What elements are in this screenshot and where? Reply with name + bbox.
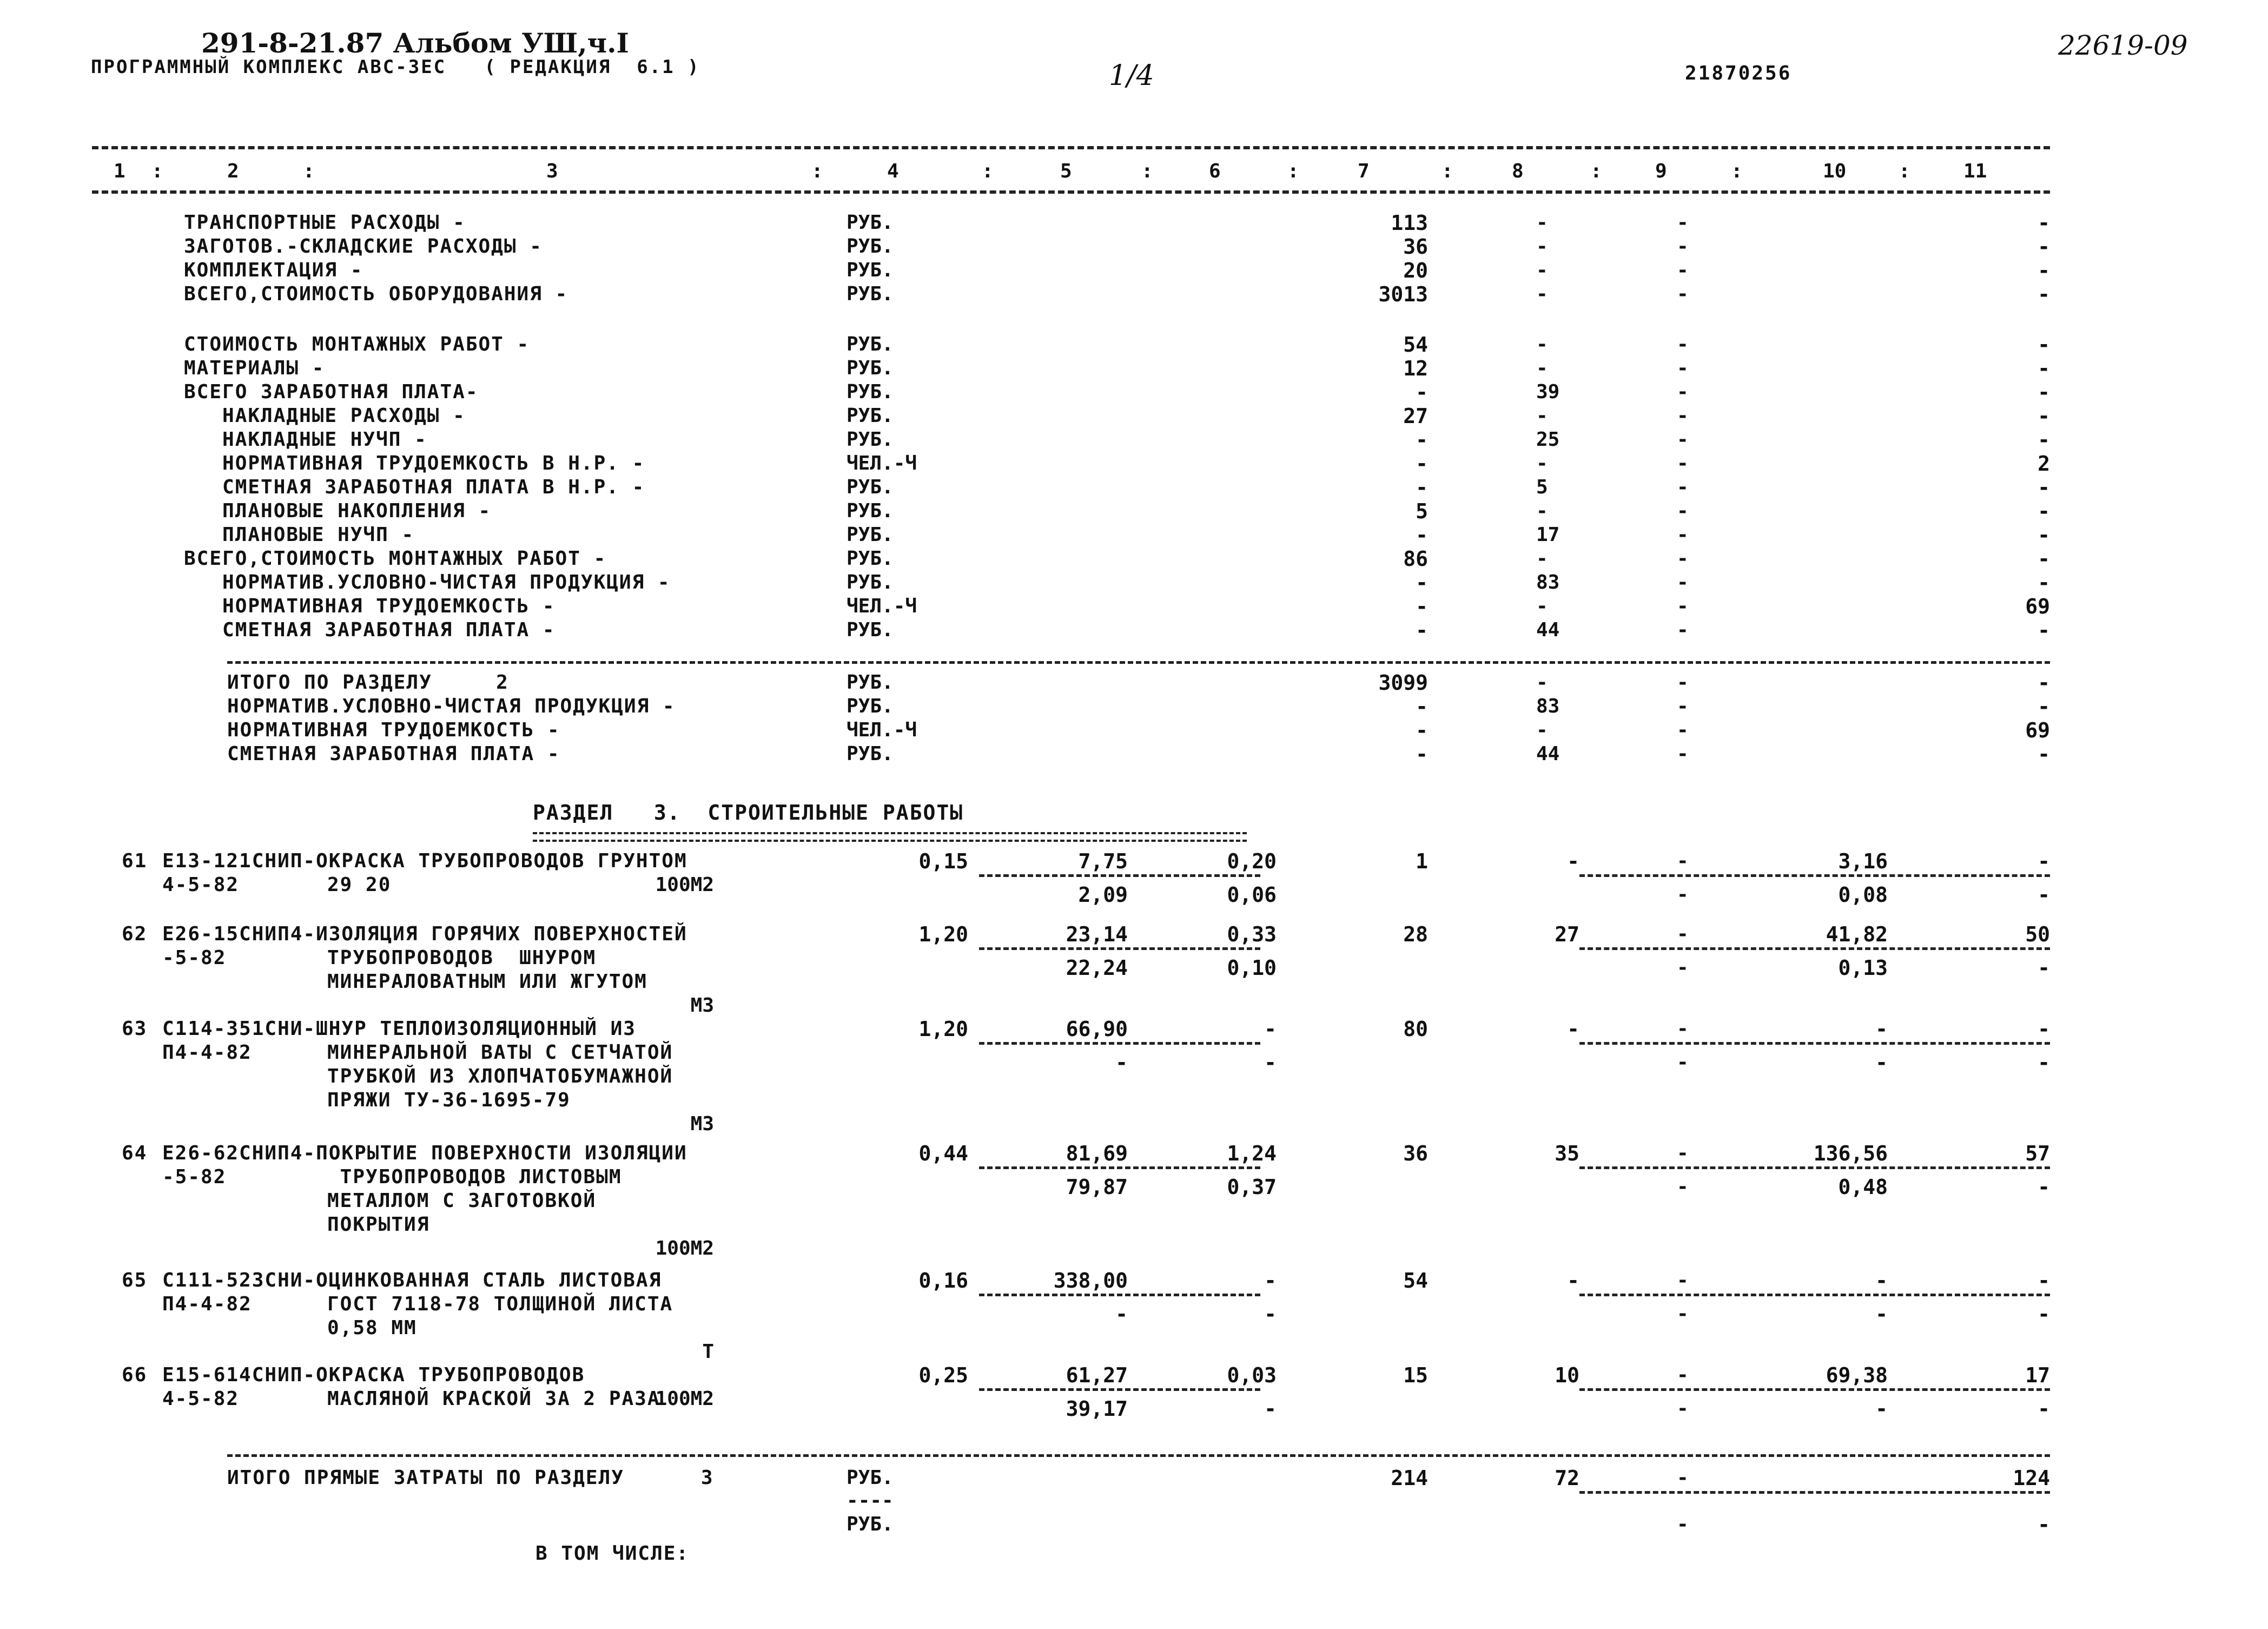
item-col9-second: - xyxy=(1677,1051,1689,1073)
summary-col11: - xyxy=(2038,523,2050,547)
summary-col7: - xyxy=(1416,718,1428,742)
summary-col8: - xyxy=(1536,333,1548,355)
item-col8: - xyxy=(1567,1269,1579,1292)
section3-total-col8: 72 xyxy=(1555,1466,1579,1490)
summary-label: НАКЛАДНЫЕ РАСХОДЫ - xyxy=(184,405,466,427)
item-unit: Т xyxy=(702,1341,714,1363)
summary-label: ПЛАНОВЫЕ НАКОПЛЕНИЯ - xyxy=(184,500,492,522)
item-col7: 54 xyxy=(1403,1269,1428,1292)
item-col6: 0,03 xyxy=(1227,1363,1277,1387)
summary-col11: - xyxy=(2038,695,2050,718)
summary-col8: - xyxy=(1536,283,1548,305)
section3-total-col9-second: - xyxy=(1677,1513,1689,1535)
item-col4: 1,20 xyxy=(918,922,968,946)
item-number: 61 xyxy=(122,850,148,872)
item-code: С111-523СНИ-ОЦИНКОВАННАЯ СТАЛЬ ЛИСТОВАЯ xyxy=(162,1269,662,1291)
summary-col11: - xyxy=(2038,235,2050,259)
summary-unit: РУБ. xyxy=(847,743,894,765)
column-number-8: 8 xyxy=(1512,160,1524,182)
section3-total-col9: - xyxy=(1677,1467,1689,1489)
column-separator: : xyxy=(1442,160,1453,182)
item-col11-second: - xyxy=(2038,956,2050,980)
summary-unit: РУБ. xyxy=(847,548,894,570)
summary-col11: - xyxy=(2038,211,2050,235)
summary-col8: - xyxy=(1536,212,1548,234)
column-number-10: 10 xyxy=(1823,160,1847,182)
column-separator: : xyxy=(811,160,823,182)
item-col11: - xyxy=(2038,849,2050,873)
item-split-rule xyxy=(1579,1166,2050,1169)
item-col9: - xyxy=(1677,1142,1689,1164)
summary-unit: ЧЕЛ.-Ч xyxy=(847,452,917,474)
item-col9-second: - xyxy=(1677,1176,1689,1198)
column-separator: : xyxy=(982,160,994,182)
item-col5: 61,27 xyxy=(1066,1363,1128,1387)
item-col4: 0,16 xyxy=(918,1269,968,1292)
item-split-rule xyxy=(979,874,1260,877)
summary-label: СТОИМОСТЬ МОНТАЖНЫХ РАБОТ - xyxy=(184,333,530,355)
item-col11-second: - xyxy=(2038,1051,2050,1074)
column-separator: : xyxy=(1899,160,1910,182)
column-separator: : xyxy=(1590,160,1602,182)
summary-col11: - xyxy=(2038,742,2050,766)
summary-col11: 2 xyxy=(2038,452,2050,476)
item-col11-second: - xyxy=(2038,1302,2050,1326)
item-col7: 1 xyxy=(1416,849,1428,873)
summary-col11: 69 xyxy=(2025,595,2050,618)
item-split-rule xyxy=(1579,1294,2050,1296)
summary-col11: - xyxy=(2038,476,2050,499)
item-col10: - xyxy=(1875,1017,1888,1041)
item-col4: 0,25 xyxy=(918,1363,968,1387)
item-col11: 17 xyxy=(2025,1363,2050,1387)
summary-unit: ЧЕЛ.-Ч xyxy=(847,719,917,741)
document-code: 291-8-21.87 Альбом УШ,ч.I xyxy=(201,27,629,59)
summary-col8: - xyxy=(1536,235,1548,258)
column-number-6: 6 xyxy=(1209,160,1221,182)
item-col10: 3,16 xyxy=(1838,849,1888,873)
summary-unit: РУБ. xyxy=(847,333,894,355)
item-col9-second: - xyxy=(1677,1397,1689,1420)
summary-col8: 83 xyxy=(1536,571,1560,593)
item-unit: М3 xyxy=(690,1113,714,1135)
item-col5: 81,69 xyxy=(1066,1142,1128,1165)
summary-label: ТРАНСПОРТНЫЕ РАСХОДЫ - xyxy=(184,212,466,234)
summary-col7: - xyxy=(1416,571,1428,595)
item-col8: - xyxy=(1567,1017,1579,1041)
summary-col9: - xyxy=(1677,452,1689,474)
item-col5-second: - xyxy=(1115,1051,1128,1074)
summary-label: ВСЕГО,СТОИМОСТЬ ОБОРУДОВАНИЯ - xyxy=(184,283,568,305)
summary-col8: 39 xyxy=(1536,381,1560,403)
item-code-suffix: П4-4-82 xyxy=(162,1293,252,1315)
summary-col7: - xyxy=(1416,695,1428,718)
item-code: Е26-15СНИП4-ИЗОЛЯЦИЯ ГОРЯЧИХ ПОВЕРХНОСТЕЙ xyxy=(162,923,687,945)
summary-col11: - xyxy=(2038,357,2050,380)
item-col6-second: 0,37 xyxy=(1227,1175,1277,1199)
item-code: С114-351СНИ-ШНУР ТЕПЛОИЗОЛЯЦИОННЫЙ ИЗ xyxy=(162,1018,636,1040)
summary-label: ИТОГО ПО РАЗДЕЛУ 2 xyxy=(227,671,509,694)
summary-col7: - xyxy=(1416,595,1428,618)
summary-col9: - xyxy=(1677,571,1689,593)
summary-col11: 69 xyxy=(2025,718,2050,742)
item-col9: - xyxy=(1677,923,1689,945)
item-code-suffix: -5-82 xyxy=(162,1166,227,1188)
summary-label: ПЛАНОВЫЕ НУЧП - xyxy=(184,524,415,546)
program-title: ПРОГРАММНЫЙ КОМПЛЕКС АВС-3ЕС ( РЕДАКЦИЯ 6.1 ) xyxy=(91,56,700,78)
item-description: ТРУБОПРОВОДОВ ШНУРОМ xyxy=(327,947,597,969)
corner-mark: 22619-09 xyxy=(2058,30,2188,61)
item-code-suffix: П4-4-82 xyxy=(162,1041,252,1064)
summary-col8: - xyxy=(1536,719,1548,741)
item-col10: 69,38 xyxy=(1826,1363,1888,1387)
summary-col8: - xyxy=(1536,357,1548,379)
summary-col9: - xyxy=(1677,405,1689,427)
summary-col8: - xyxy=(1536,405,1548,427)
summary-col11: - xyxy=(2038,259,2050,282)
item-col5: 66,90 xyxy=(1066,1017,1128,1041)
item-col5-second: 2,09 xyxy=(1078,883,1128,907)
item-col6-second: - xyxy=(1264,1051,1277,1074)
summary-col9: - xyxy=(1677,743,1689,765)
item-split-rule xyxy=(979,1388,1260,1391)
summary-unit: РУБ. xyxy=(847,500,894,522)
summary-col9: - xyxy=(1677,500,1689,522)
summary-col11: - xyxy=(2038,499,2050,523)
item-col8: 35 xyxy=(1555,1142,1579,1165)
section3-total-separator: ---- xyxy=(847,1489,894,1512)
footer-note: В ТОМ ЧИСЛЕ: xyxy=(535,1542,690,1565)
page-number: 1/4 xyxy=(1109,60,1154,92)
summary-col8: 25 xyxy=(1536,428,1560,451)
summary-label: СМЕТНАЯ ЗАРАБОТНАЯ ПЛАТА - xyxy=(227,743,560,765)
item-col5-second: 22,24 xyxy=(1066,956,1128,980)
item-split-rule xyxy=(1579,1042,2050,1045)
summary-col7: 3099 xyxy=(1378,671,1428,695)
item-col5-second: 39,17 xyxy=(1066,1397,1128,1421)
item-col11: - xyxy=(2038,1269,2050,1292)
item-col9-second: - xyxy=(1677,1303,1689,1325)
section3-total-unit: РУБ. xyxy=(847,1467,894,1489)
column-separator: : xyxy=(303,160,315,182)
summary-col7: 20 xyxy=(1403,259,1428,282)
summary-col11: - xyxy=(2038,428,2050,452)
summary-col9: - xyxy=(1677,259,1689,281)
summary-col9: - xyxy=(1677,695,1689,717)
item-col4: 1,20 xyxy=(918,1017,968,1041)
item-col11-second: - xyxy=(2038,1397,2050,1421)
summary-col7: 3013 xyxy=(1378,282,1428,306)
summary-unit: РУБ. xyxy=(847,671,894,694)
section3-total-col11: 124 xyxy=(2013,1466,2050,1490)
column-number-3: 3 xyxy=(546,160,558,182)
item-col6: - xyxy=(1264,1269,1277,1292)
summary-col9: - xyxy=(1677,524,1689,546)
item-split-rule xyxy=(1579,874,2050,877)
summary-col7: - xyxy=(1416,523,1428,547)
item-col5: 23,14 xyxy=(1066,922,1128,946)
summary-col7: 113 xyxy=(1391,211,1428,235)
item-code: Е13-121СНИП-ОКРАСКА ТРУБОПРОВОДОВ ГРУНТОМ xyxy=(162,850,687,872)
item-col9: - xyxy=(1677,1269,1689,1291)
item-col5-second: 79,87 xyxy=(1066,1175,1128,1199)
item-code: Е26-62СНИП4-ПОКРЫТИЕ ПОВЕРХНОСТИ ИЗОЛЯЦИИ xyxy=(162,1142,687,1164)
summary-unit: РУБ. xyxy=(847,405,894,427)
item-col10-second: - xyxy=(1875,1051,1888,1074)
item-col11-second: - xyxy=(2038,883,2050,907)
summary-unit: РУБ. xyxy=(847,283,894,305)
item-split-rule xyxy=(1579,1388,2050,1391)
summary-col9: - xyxy=(1677,381,1689,403)
column-number-4: 4 xyxy=(887,160,899,182)
item-description: МИНЕРАЛОВАТНЫМ ИЛИ ЖГУТОМ xyxy=(327,971,647,993)
summary-col11: - xyxy=(2038,404,2050,428)
section3-total-unit-second: РУБ. xyxy=(847,1513,894,1535)
item-description: ТРУБОПРОВОДОВ ЛИСТОВЫМ xyxy=(327,1166,622,1188)
summary-unit: РУБ. xyxy=(847,571,894,593)
summary-label: ЗАГОТОВ.-СКЛАДСКИЕ РАСХОДЫ - xyxy=(184,235,543,258)
item-col5-second: - xyxy=(1115,1302,1128,1326)
item-col11-second: - xyxy=(2038,1175,2050,1199)
section-title-underline xyxy=(533,832,1247,842)
item-unit: 100М2 xyxy=(655,874,714,896)
summary-unit: РУБ. xyxy=(847,235,894,258)
summary-col8: - xyxy=(1536,500,1548,522)
item-col9-second: - xyxy=(1677,957,1689,979)
summary-label: СМЕТНАЯ ЗАРАБОТНАЯ ПЛАТА - xyxy=(184,619,556,641)
item-col7: 80 xyxy=(1403,1017,1428,1041)
summary-col7: - xyxy=(1416,742,1428,766)
summary-col11: - xyxy=(2038,671,2050,695)
summary-label: МАТЕРИАЛЫ - xyxy=(184,357,325,379)
item-unit: 100М2 xyxy=(655,1237,714,1259)
item-code-suffix: 4-5-82 xyxy=(162,1388,240,1410)
summary-col9: - xyxy=(1677,428,1689,451)
item-code: Е15-614СНИП-ОКРАСКА ТРУБОПРОВОДОВ xyxy=(162,1364,585,1386)
summary-unit: РУБ. xyxy=(847,357,894,379)
item-number: 63 xyxy=(122,1018,148,1040)
summary-unit: ЧЕЛ.-Ч xyxy=(847,595,917,617)
column-separator: : xyxy=(151,160,163,182)
summary-col8: - xyxy=(1536,452,1548,474)
summary-col8: - xyxy=(1536,548,1548,570)
item-col10: 41,82 xyxy=(1826,922,1888,946)
summary-col7: 12 xyxy=(1403,357,1428,380)
summary-label: НОРМАТИВ.УСЛОВНО-ЧИСТАЯ ПРОДУКЦИЯ - xyxy=(227,695,676,717)
item-col10-second: - xyxy=(1875,1397,1888,1421)
item-col7: 28 xyxy=(1403,922,1428,946)
summary-col8: 17 xyxy=(1536,524,1560,546)
summary-unit: РУБ. xyxy=(847,428,894,451)
item-col9: - xyxy=(1677,850,1689,872)
summary-label: ВСЕГО,СТОИМОСТЬ МОНТАЖНЫХ РАБОТ - xyxy=(184,548,607,570)
item-col8: - xyxy=(1567,849,1579,873)
item-col10-second: 0,48 xyxy=(1838,1175,1888,1199)
column-separator: : xyxy=(1141,160,1153,182)
summary-col8: 44 xyxy=(1536,619,1560,641)
summary-col9: - xyxy=(1677,357,1689,379)
summary-unit: РУБ. xyxy=(847,524,894,546)
header-rule xyxy=(92,190,2050,194)
item-code-suffix: -5-82 xyxy=(162,947,227,969)
column-number-7: 7 xyxy=(1358,160,1370,182)
item-col6: 1,24 xyxy=(1227,1142,1277,1165)
top-rule xyxy=(92,146,2050,149)
item-col4: 0,15 xyxy=(918,849,968,873)
summary-col7: 27 xyxy=(1403,404,1428,428)
summary-unit: РУБ. xyxy=(847,695,894,717)
summary-col11: - xyxy=(2038,571,2050,595)
summary-unit: РУБ. xyxy=(847,619,894,641)
summary-col7: - xyxy=(1416,476,1428,499)
item-col8: 27 xyxy=(1555,922,1579,946)
item-description: ГОСТ 7118-78 ТОЛЩИНОЙ ЛИСТА xyxy=(327,1293,673,1315)
item-description: ПОКРЫТИЯ xyxy=(327,1213,430,1236)
item-col11: 50 xyxy=(2025,922,2050,946)
summary-col9: - xyxy=(1677,212,1689,234)
item-col9-second: - xyxy=(1677,883,1689,906)
summary-col9: - xyxy=(1677,333,1689,355)
item-number: 62 xyxy=(122,923,148,945)
column-number-9: 9 xyxy=(1655,160,1667,182)
summary-unit: РУБ. xyxy=(847,381,894,403)
item-description: МЕТАЛЛОМ С ЗАГОТОВКОЙ xyxy=(327,1190,597,1212)
summary-col7: 5 xyxy=(1416,499,1428,523)
item-col10-second: 0,13 xyxy=(1838,956,1888,980)
summary-col9: - xyxy=(1677,548,1689,570)
item-col9: - xyxy=(1677,1364,1689,1386)
summary-col9: - xyxy=(1677,671,1689,694)
summary-col7: - xyxy=(1416,618,1428,642)
item-col6: - xyxy=(1264,1017,1277,1041)
summary-label: НОРМАТИВ.УСЛОВНО-ЧИСТАЯ ПРОДУКЦИЯ - xyxy=(184,571,671,593)
summary-unit: РУБ. xyxy=(847,476,894,498)
summary-label: СМЕТНАЯ ЗАРАБОТНАЯ ПЛАТА В Н.Р. - xyxy=(184,476,645,498)
item-number: 65 xyxy=(122,1269,148,1291)
section3-total-label: ИТОГО ПРЯМЫЕ ЗАТРАТЫ ПО РАЗДЕЛУ 3 xyxy=(227,1467,714,1489)
summary-col11: - xyxy=(2038,333,2050,357)
item-col6-second: - xyxy=(1264,1302,1277,1326)
item-col11: - xyxy=(2038,1017,2050,1041)
summary-unit: РУБ. xyxy=(847,212,894,234)
item-col10-second: 0,08 xyxy=(1838,883,1888,907)
summary-unit: РУБ. xyxy=(847,259,894,281)
item-code-suffix: 4-5-82 xyxy=(162,874,240,896)
summary-col7: 86 xyxy=(1403,547,1428,571)
item-unit: М3 xyxy=(690,994,714,1017)
item-col4: 0,44 xyxy=(918,1142,968,1165)
item-split-rule xyxy=(979,1166,1260,1169)
item-number: 66 xyxy=(122,1364,148,1386)
document-number: 21870256 xyxy=(1685,62,1792,84)
item-col7: 36 xyxy=(1403,1142,1428,1165)
summary-label: НОРМАТИВНАЯ ТРУДОЕМКОСТЬ В Н.Р. - xyxy=(184,452,645,474)
item-description: ТРУБКОЙ ИЗ ХЛОПЧАТОБУМАЖНОЙ xyxy=(327,1065,673,1087)
item-col6: 0,20 xyxy=(1227,849,1277,873)
item-col5: 338,00 xyxy=(1053,1269,1128,1292)
summary-col8: - xyxy=(1536,259,1548,281)
summary-col9: - xyxy=(1677,235,1689,258)
item-col9: - xyxy=(1677,1018,1689,1040)
section3-total-col7: 214 xyxy=(1391,1466,1428,1490)
item-col6: 0,33 xyxy=(1227,922,1277,946)
section3-title: РАЗДЕЛ 3. СТРОИТЕЛЬНЫЕ РАБОТЫ xyxy=(533,801,964,825)
summary-col7: - xyxy=(1416,428,1428,452)
summary-col11: - xyxy=(2038,547,2050,571)
summary-col7: 54 xyxy=(1403,333,1428,357)
item-description: МИНЕРАЛЬНОЙ ВАТЫ С СЕТЧАТОЙ xyxy=(327,1041,673,1064)
summary-label: НАКЛАДНЫЕ НУЧП - xyxy=(184,428,427,451)
item-col10: 136,56 xyxy=(1813,1142,1888,1165)
item-col8: 10 xyxy=(1555,1363,1579,1387)
summary-col11: - xyxy=(2038,618,2050,642)
item-description: МАСЛЯНОЙ КРАСКОЙ ЗА 2 РАЗА xyxy=(327,1388,660,1410)
item-col6-second: 0,10 xyxy=(1227,956,1277,980)
item-col6-second: - xyxy=(1264,1397,1277,1421)
column-separator: : xyxy=(1731,160,1743,182)
summary-label: ВСЕГО ЗАРАБОТНАЯ ПЛАТА- xyxy=(184,381,479,403)
item-split-rule xyxy=(979,947,1260,950)
column-separator: : xyxy=(1287,160,1299,182)
column-number-5: 5 xyxy=(1060,160,1072,182)
item-col11: 57 xyxy=(2025,1142,2050,1165)
summary-col9: - xyxy=(1677,476,1689,498)
summary-col8: 5 xyxy=(1536,476,1548,498)
summary-label: КОМПЛЕКТАЦИЯ - xyxy=(184,259,363,281)
item-col7: 15 xyxy=(1403,1363,1428,1387)
summary-label: НОРМАТИВНАЯ ТРУДОЕМКОСТЬ - xyxy=(184,595,556,617)
item-unit: 100М2 xyxy=(655,1388,714,1410)
column-number-2: 2 xyxy=(227,160,239,182)
item-col6-second: 0,06 xyxy=(1227,883,1277,907)
item-description: 0,58 ММ xyxy=(327,1317,417,1339)
summary-label: НОРМАТИВНАЯ ТРУДОЕМКОСТЬ - xyxy=(227,719,560,741)
item-col5: 7,75 xyxy=(1078,849,1128,873)
summary-col7: 36 xyxy=(1403,235,1428,259)
column-number-11: 11 xyxy=(1963,160,1987,182)
summary-col7: - xyxy=(1416,380,1428,404)
item-number: 64 xyxy=(122,1142,148,1164)
column-number-1: 1 xyxy=(114,160,125,182)
summary-col9: - xyxy=(1677,619,1689,641)
item-split-rule xyxy=(979,1294,1260,1296)
section3-total-col11-second: - xyxy=(2038,1513,2050,1536)
summary-col8: - xyxy=(1536,671,1548,694)
item-split-rule xyxy=(1579,947,2050,950)
section2-total-rule xyxy=(227,661,2050,664)
summary-col7: - xyxy=(1416,452,1428,476)
section3-total-split-rule xyxy=(1579,1491,2050,1494)
summary-col11: - xyxy=(2038,380,2050,404)
item-description: ПРЯЖИ ТУ-36-1695-79 xyxy=(327,1089,571,1111)
summary-col8: 44 xyxy=(1536,743,1560,765)
item-description: 29 20 xyxy=(327,874,392,896)
summary-col11: - xyxy=(2038,282,2050,306)
summary-col9: - xyxy=(1677,719,1689,741)
item-col10: - xyxy=(1875,1269,1888,1292)
section3-total-rule xyxy=(227,1454,2050,1457)
item-split-rule xyxy=(979,1042,1260,1045)
summary-col8: 83 xyxy=(1536,695,1560,717)
summary-col9: - xyxy=(1677,595,1689,617)
item-col10-second: - xyxy=(1875,1302,1888,1326)
summary-col8: - xyxy=(1536,595,1548,617)
summary-col9: - xyxy=(1677,283,1689,305)
